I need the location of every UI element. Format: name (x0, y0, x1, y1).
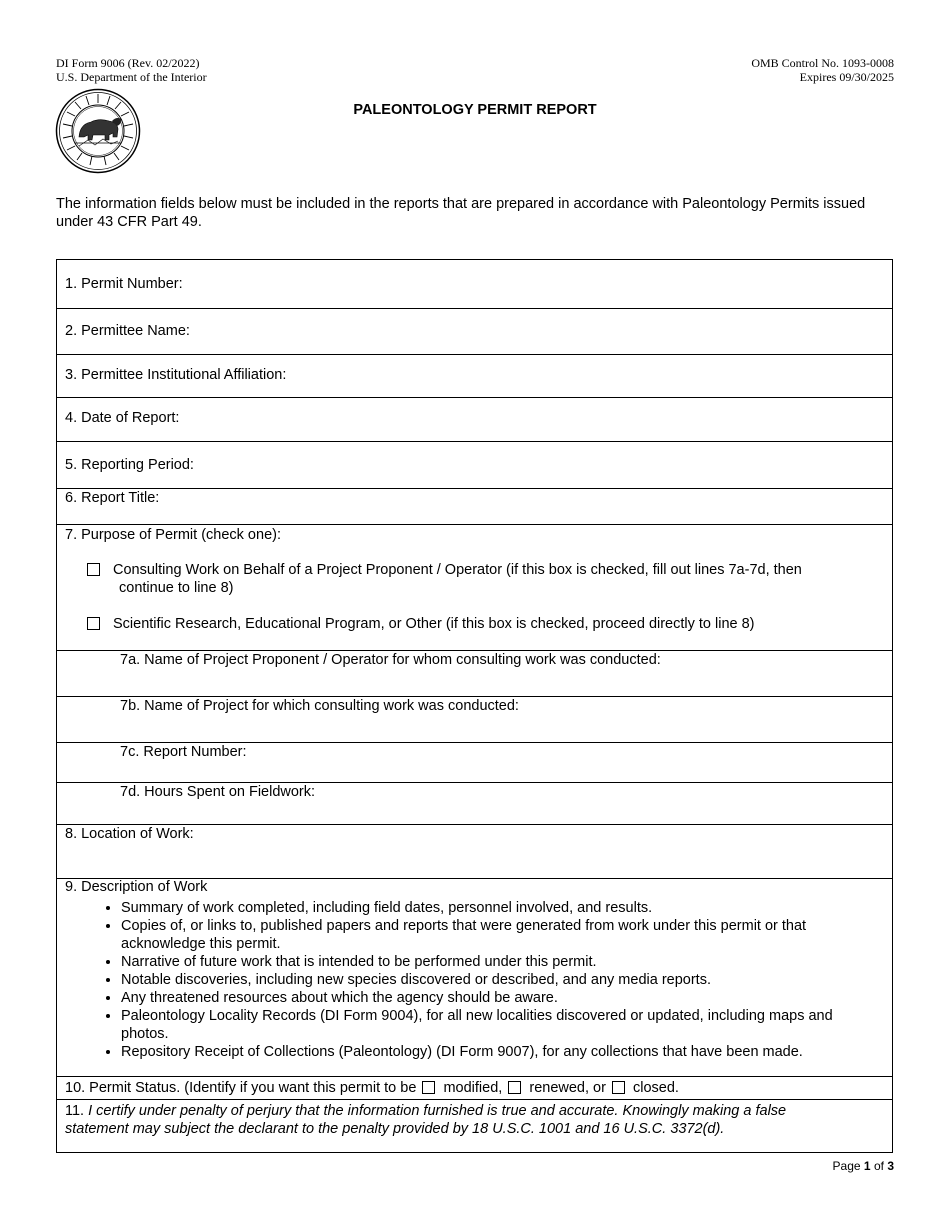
permit-report-form (56, 259, 893, 1153)
permit-number-field[interactable] (57, 260, 892, 309)
page-total: 3 (887, 1159, 894, 1173)
page-indicator (833, 1159, 894, 1173)
page-of: of (873, 1159, 884, 1173)
location-of-work-field[interactable] (57, 825, 892, 879)
form-id: DI Form 9006 (Rev. 02/2022) (56, 56, 200, 70)
renewed-checkbox[interactable] (508, 1081, 521, 1094)
report-title-field[interactable] (57, 489, 892, 525)
permittee-name-label: 2. Permittee Name: (65, 323, 190, 339)
modified-label: modified, (443, 1080, 503, 1096)
date-of-report-field[interactable] (57, 398, 892, 442)
list-item: • Notable discoveries, including new species discovered or described, and any media reports. (121, 971, 882, 989)
consulting-option-label-cont: continue to line 8) (119, 580, 234, 596)
description-of-work-label: 9. Description of Work (65, 879, 208, 895)
certification-section (57, 1100, 892, 1152)
reporting-period-field[interactable] (57, 442, 892, 489)
fieldwork-hours-field[interactable] (57, 783, 892, 825)
report-title-label: 6. Report Title: (65, 490, 160, 506)
fieldwork-hours-label: 7d. Hours Spent on Fieldwork: (120, 784, 316, 800)
purpose-option-consulting[interactable] (87, 561, 862, 597)
purpose-of-permit-section (57, 525, 892, 651)
description-bullet-list (77, 899, 882, 1061)
certification-number: 11. (65, 1103, 85, 1119)
project-name-field[interactable] (57, 697, 892, 743)
omb-control-number: OMB Control No. 1093-0008 (751, 56, 894, 70)
intro-paragraph: The information fields below must be included in the reports that are prepared in accordance with Paleontology Permits issued under 43 CFR Part 49. (56, 196, 866, 230)
list-item: • Paleontology Locality Records (DI Form 9004), for all new localities discovered or updated, including maps and photos. (121, 1007, 882, 1043)
list-item: • Summary of work completed, including field dates, personnel involved, and results. (121, 899, 882, 917)
page-word: Page (832, 1159, 861, 1173)
list-item: • Repository Receipt of Collections (Paleontology) (DI Form 9007), for any collections that have been made. (121, 1043, 882, 1061)
research-option-label: Scientific Research, Educational Program, or Other (if this box is checked, proceed directly to line 8) (113, 616, 755, 632)
research-checkbox[interactable] (87, 617, 100, 630)
date-of-report-label: 4. Date of Report: (65, 410, 180, 426)
institutional-affiliation-label: 3. Permittee Institutional Affiliation: (65, 367, 287, 383)
project-proponent-label: 7a. Name of Project Proponent / Operator for whom consulting work was conducted: (120, 652, 661, 668)
department-name: U.S. Department of the Interior (56, 70, 207, 84)
expiration-date: Expires 09/30/2025 (799, 70, 894, 84)
project-proponent-field[interactable] (57, 651, 892, 697)
list-item: • Any threatened resources about which the agency should be aware. (121, 989, 882, 1007)
form-header-right (751, 56, 894, 84)
project-name-label: 7b. Name of Project for which consulting work was conducted: (120, 698, 519, 714)
permit-status-label: 10. Permit Status. (Identify if you want this permit to be (65, 1080, 417, 1096)
report-number-field[interactable] (57, 743, 892, 783)
doi-seal-icon (55, 88, 141, 174)
reporting-period-label: 5. Reporting Period: (65, 457, 194, 473)
closed-checkbox[interactable] (612, 1081, 625, 1094)
list-item: • Copies of, or links to, published papers and reports that were generated from work under this permit or that acknowledge this permit. (121, 917, 882, 953)
location-of-work-label: 8. Location of Work: (65, 826, 194, 842)
renewed-label: renewed, or (529, 1080, 606, 1096)
consulting-checkbox[interactable] (87, 563, 100, 576)
permittee-name-field[interactable] (57, 309, 892, 355)
purpose-of-permit-label: 7. Purpose of Permit (check one): (65, 527, 281, 543)
purpose-option-research[interactable] (87, 615, 862, 633)
permit-number-label: 1. Permit Number: (65, 276, 183, 292)
certification-text: I certify under penalty of perjury that the information furnished is true and accurate. Knowingly making a false statement may subject the declarant to the penalty provided by 18 U.S.C. 1001 and 16 U.S.C. 3372(d). (65, 1103, 787, 1137)
institutional-affiliation-field[interactable] (57, 355, 892, 398)
closed-label: closed. (633, 1080, 679, 1096)
report-number-label: 7c. Report Number: (120, 744, 247, 760)
modified-checkbox[interactable] (422, 1081, 435, 1094)
permit-status-section (57, 1077, 892, 1100)
page-current: 1 (863, 1159, 871, 1173)
description-of-work-section (57, 879, 892, 1077)
list-item: • Narrative of future work that is intended to be performed under this permit. (121, 953, 882, 971)
form-header-left (56, 56, 207, 84)
document-title: PALEONTOLOGY PERMIT REPORT (353, 102, 597, 118)
consulting-option-label: Consulting Work on Behalf of a Project Proponent / Operator (if this box is checked, fill out lines 7a-7d, then (113, 562, 802, 578)
